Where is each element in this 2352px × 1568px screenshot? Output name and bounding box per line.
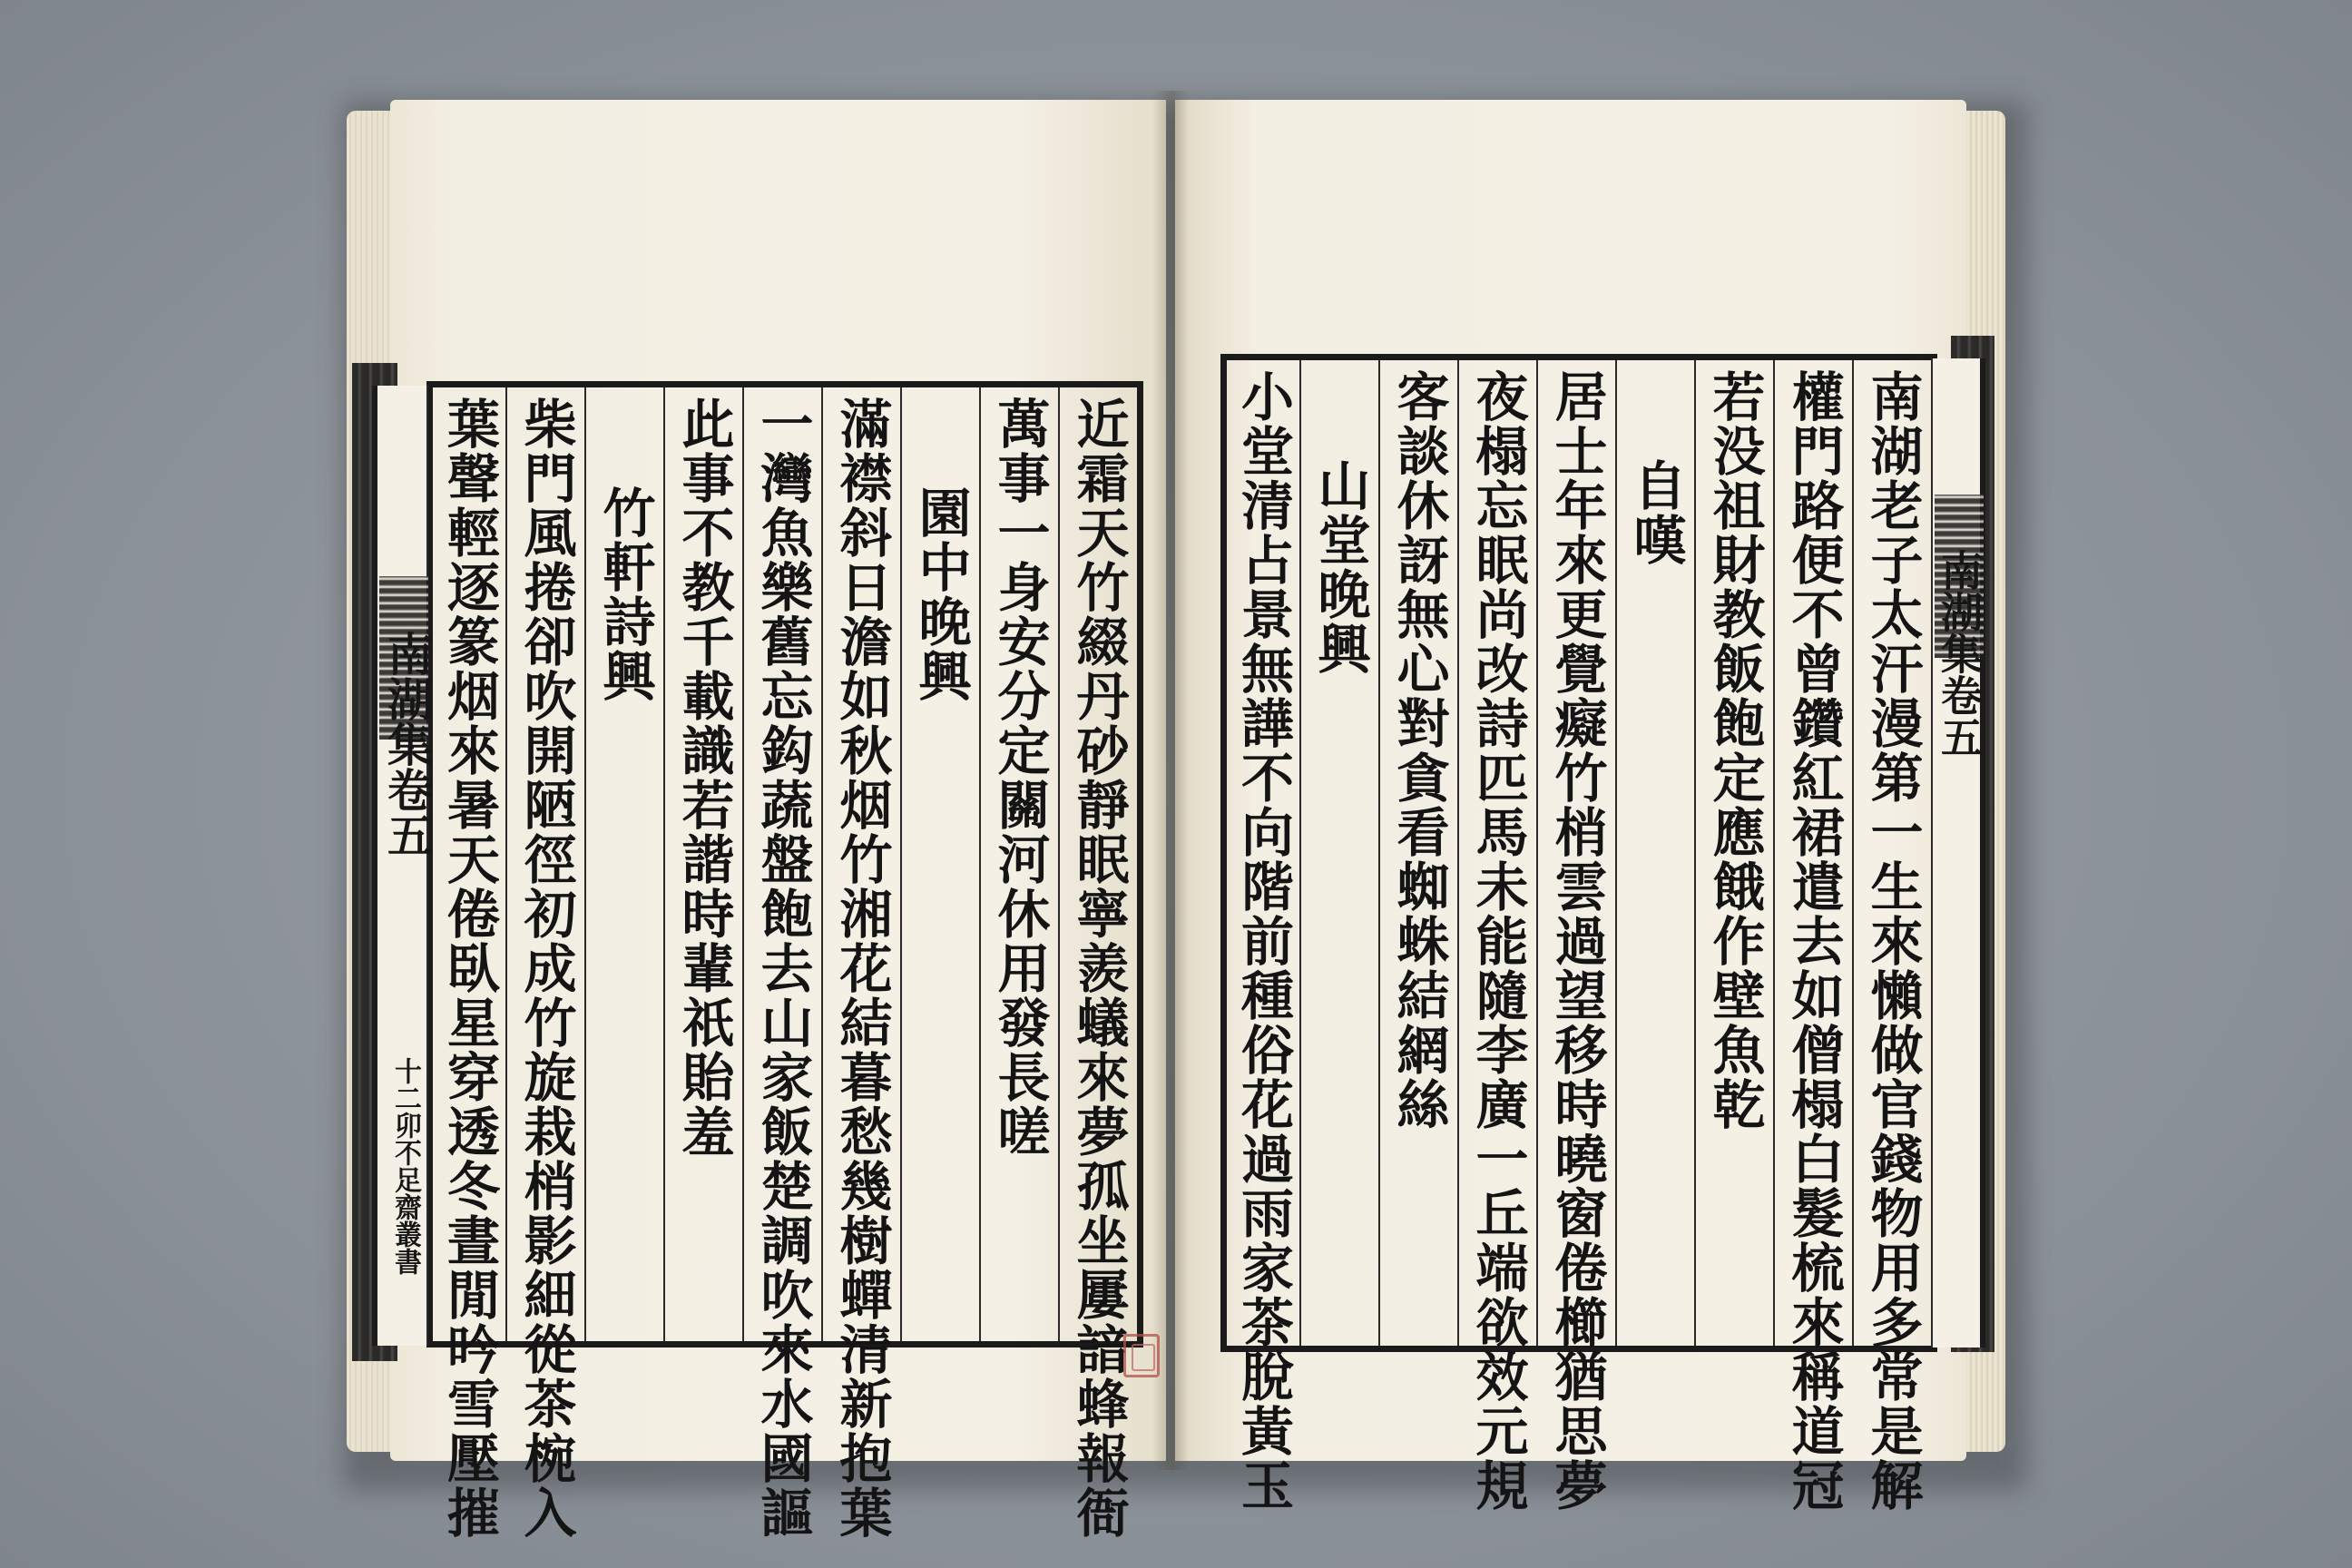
text-column: [1378, 360, 1457, 1346]
column-text: 夜榻忘眠尚改詩匹馬未能隨李廣一丘端欲效元規: [1466, 369, 1529, 1513]
text-column: [1058, 387, 1137, 1540]
column-text: 近霜天竹綴丹砂靜眠寧羨蟻來夢孤坐屢諳蜂報衙: [1067, 397, 1130, 1540]
text-column: [1773, 360, 1852, 1513]
column-text: 南湖老子太汗漫第一生來懶做官錢物用多常是解: [1861, 369, 1924, 1513]
column-text: 客談休訝無心對貪看蜘蛛結網絲: [1387, 369, 1450, 1132]
text-column: [1299, 360, 1378, 1346]
text-column: [505, 387, 584, 1540]
column-text: 一灣魚樂舊忘鈎蔬盤飽去山家飯楚調吹來水國謳: [751, 397, 814, 1540]
right-fold-strip: [1931, 358, 1985, 1348]
left-fold-strip: [372, 386, 434, 1346]
text-column: [1457, 360, 1536, 1513]
column-text: 柴門風捲卻吹開陋徑初成竹旋栽梢影細從茶椀入: [514, 397, 577, 1540]
text-column: [584, 387, 663, 1341]
fold-title: 南湖集卷五: [1935, 549, 1984, 758]
poem-title: 山堂晚興: [1308, 458, 1371, 676]
column-text: 此事不教千載識若諧時輩祇貽羞: [672, 397, 735, 1159]
fold-title: 南湖集卷五: [380, 631, 434, 858]
text-column: [1615, 360, 1694, 1346]
red-seal-stamp: [1123, 1334, 1160, 1377]
column-text: 萬事一身安分定關河休用發長嗟: [988, 397, 1051, 1159]
fold-footer: 十二卯不足齋叢書: [389, 1057, 421, 1275]
column-text: 葉聲輕逐篆烟來暑天倦臥星穿透冬晝閒吟雪壓摧: [438, 397, 500, 1540]
poem-title: 竹軒詩興: [593, 485, 656, 703]
text-column: [1536, 360, 1615, 1513]
poem-title: 園中晚興: [909, 485, 972, 703]
column-text: 若没祖財教飯飽定應餓作壁魚乾: [1703, 369, 1766, 1132]
text-column: [663, 387, 742, 1341]
text-column: [1694, 360, 1773, 1346]
book-gutter: [1152, 91, 1189, 1470]
column-text: 權門路便不曾鑽紅裙遣去如僧榻白髮梳來稱道冠: [1782, 369, 1845, 1513]
column-text: 小堂清占景無譁不向階前種俗花過雨家茶脫黃玉: [1232, 369, 1294, 1513]
column-text: 居士年來更覺癡竹梢雲過望移時曉窗倦櫛猶思夢: [1545, 369, 1608, 1513]
show-through-text: [1044, 136, 1107, 187]
text-column: [1852, 360, 1931, 1513]
poem-title: 自嘆: [1624, 458, 1687, 567]
text-column: [900, 387, 979, 1341]
text-column: [742, 387, 821, 1540]
text-column: [821, 387, 900, 1540]
text-column: [1227, 360, 1299, 1513]
text-column: [979, 387, 1058, 1341]
column-text: 滿襟斜日澹如秋烟竹湘花結暮愁幾樹蟬清新抱葉: [830, 397, 893, 1540]
left-page-columns: [433, 387, 1137, 1540]
text-column: [433, 387, 505, 1540]
right-page-columns: [1227, 360, 1931, 1513]
